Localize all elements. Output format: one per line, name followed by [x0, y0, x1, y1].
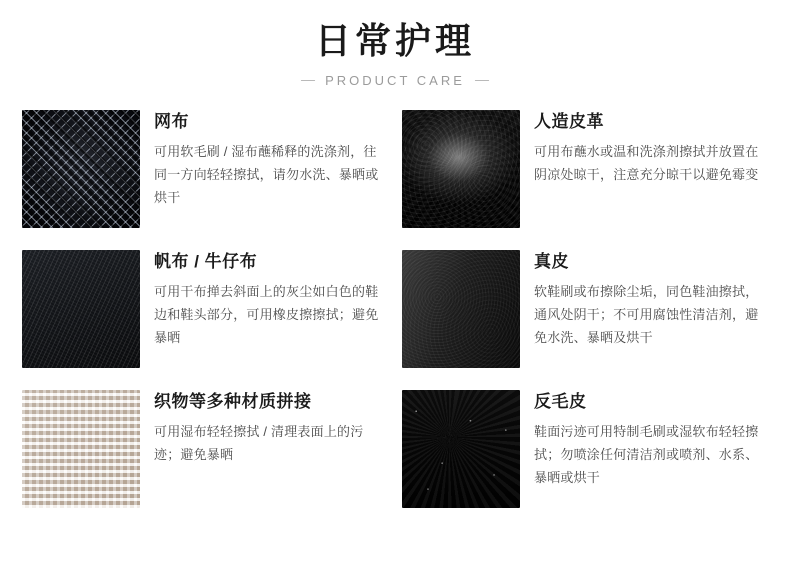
canvas-denim-swatch — [22, 250, 140, 368]
care-card-body — [534, 110, 768, 187]
care-card-body — [534, 250, 768, 350]
mesh-fabric-swatch — [22, 110, 140, 228]
care-card-description: 可用干布掸去斜面上的灰尘如白色的鞋边和鞋头部分，可用橡皮擦擦拭；避免暴晒 — [154, 284, 379, 345]
care-card-title: 真皮 — [534, 252, 569, 271]
care-card-description: 鞋面污迹可用特制毛刷或湿软布轻轻擦拭；勿喷涂任何清洁剂或喷剂、水系、暴晒或烘干 — [534, 424, 759, 485]
page-subtitle: PRODUCT CARE — [325, 73, 465, 88]
care-card-title: 织物等多种材质拼接 — [154, 392, 312, 411]
care-card-body — [154, 250, 388, 350]
care-card-title: 帆布 / 牛仔布 — [154, 252, 258, 271]
care-card-title: 反毛皮 — [534, 392, 587, 411]
woven-mixed-material-swatch — [22, 390, 140, 508]
care-card — [22, 110, 388, 244]
care-card-description: 可用布蘸水或温和洗涤剂擦拭并放置在阴凉处晾干，注意充分晾干以避免霉变 — [534, 144, 759, 183]
care-card-grid — [0, 110, 790, 524]
care-card — [22, 390, 388, 524]
care-card — [402, 110, 768, 244]
page-header — [0, 0, 790, 88]
care-card-description: 可用软毛刷 / 湿布蘸稀释的洗涤剂，往同一方向轻轻擦拭，请勿水洗、暴晒或烘干 — [154, 144, 379, 205]
page-title: 日常护理 — [314, 20, 475, 61]
care-card — [22, 250, 388, 384]
care-card-body — [154, 390, 388, 467]
care-card-description: 可用湿布轻轻擦拭 / 清理表面上的污迹；避免暴晒 — [154, 424, 364, 463]
care-card — [402, 250, 768, 384]
care-card-title: 人造皮革 — [534, 112, 604, 131]
suede-swatch — [402, 390, 520, 508]
subtitle-row — [0, 73, 790, 88]
care-card — [402, 390, 768, 524]
care-card-body — [154, 110, 388, 210]
care-card-body — [534, 390, 768, 490]
divider-left — [301, 80, 315, 81]
divider-right — [475, 80, 489, 81]
care-card-title: 网布 — [154, 112, 189, 131]
genuine-leather-swatch — [402, 250, 520, 368]
synthetic-leather-swatch — [402, 110, 520, 228]
care-card-description: 软鞋刷或布擦除尘垢，同色鞋油擦拭，通风处阴干；不可用腐蚀性清洁剂，避免水洗、暴晒及烘干 — [534, 284, 759, 345]
